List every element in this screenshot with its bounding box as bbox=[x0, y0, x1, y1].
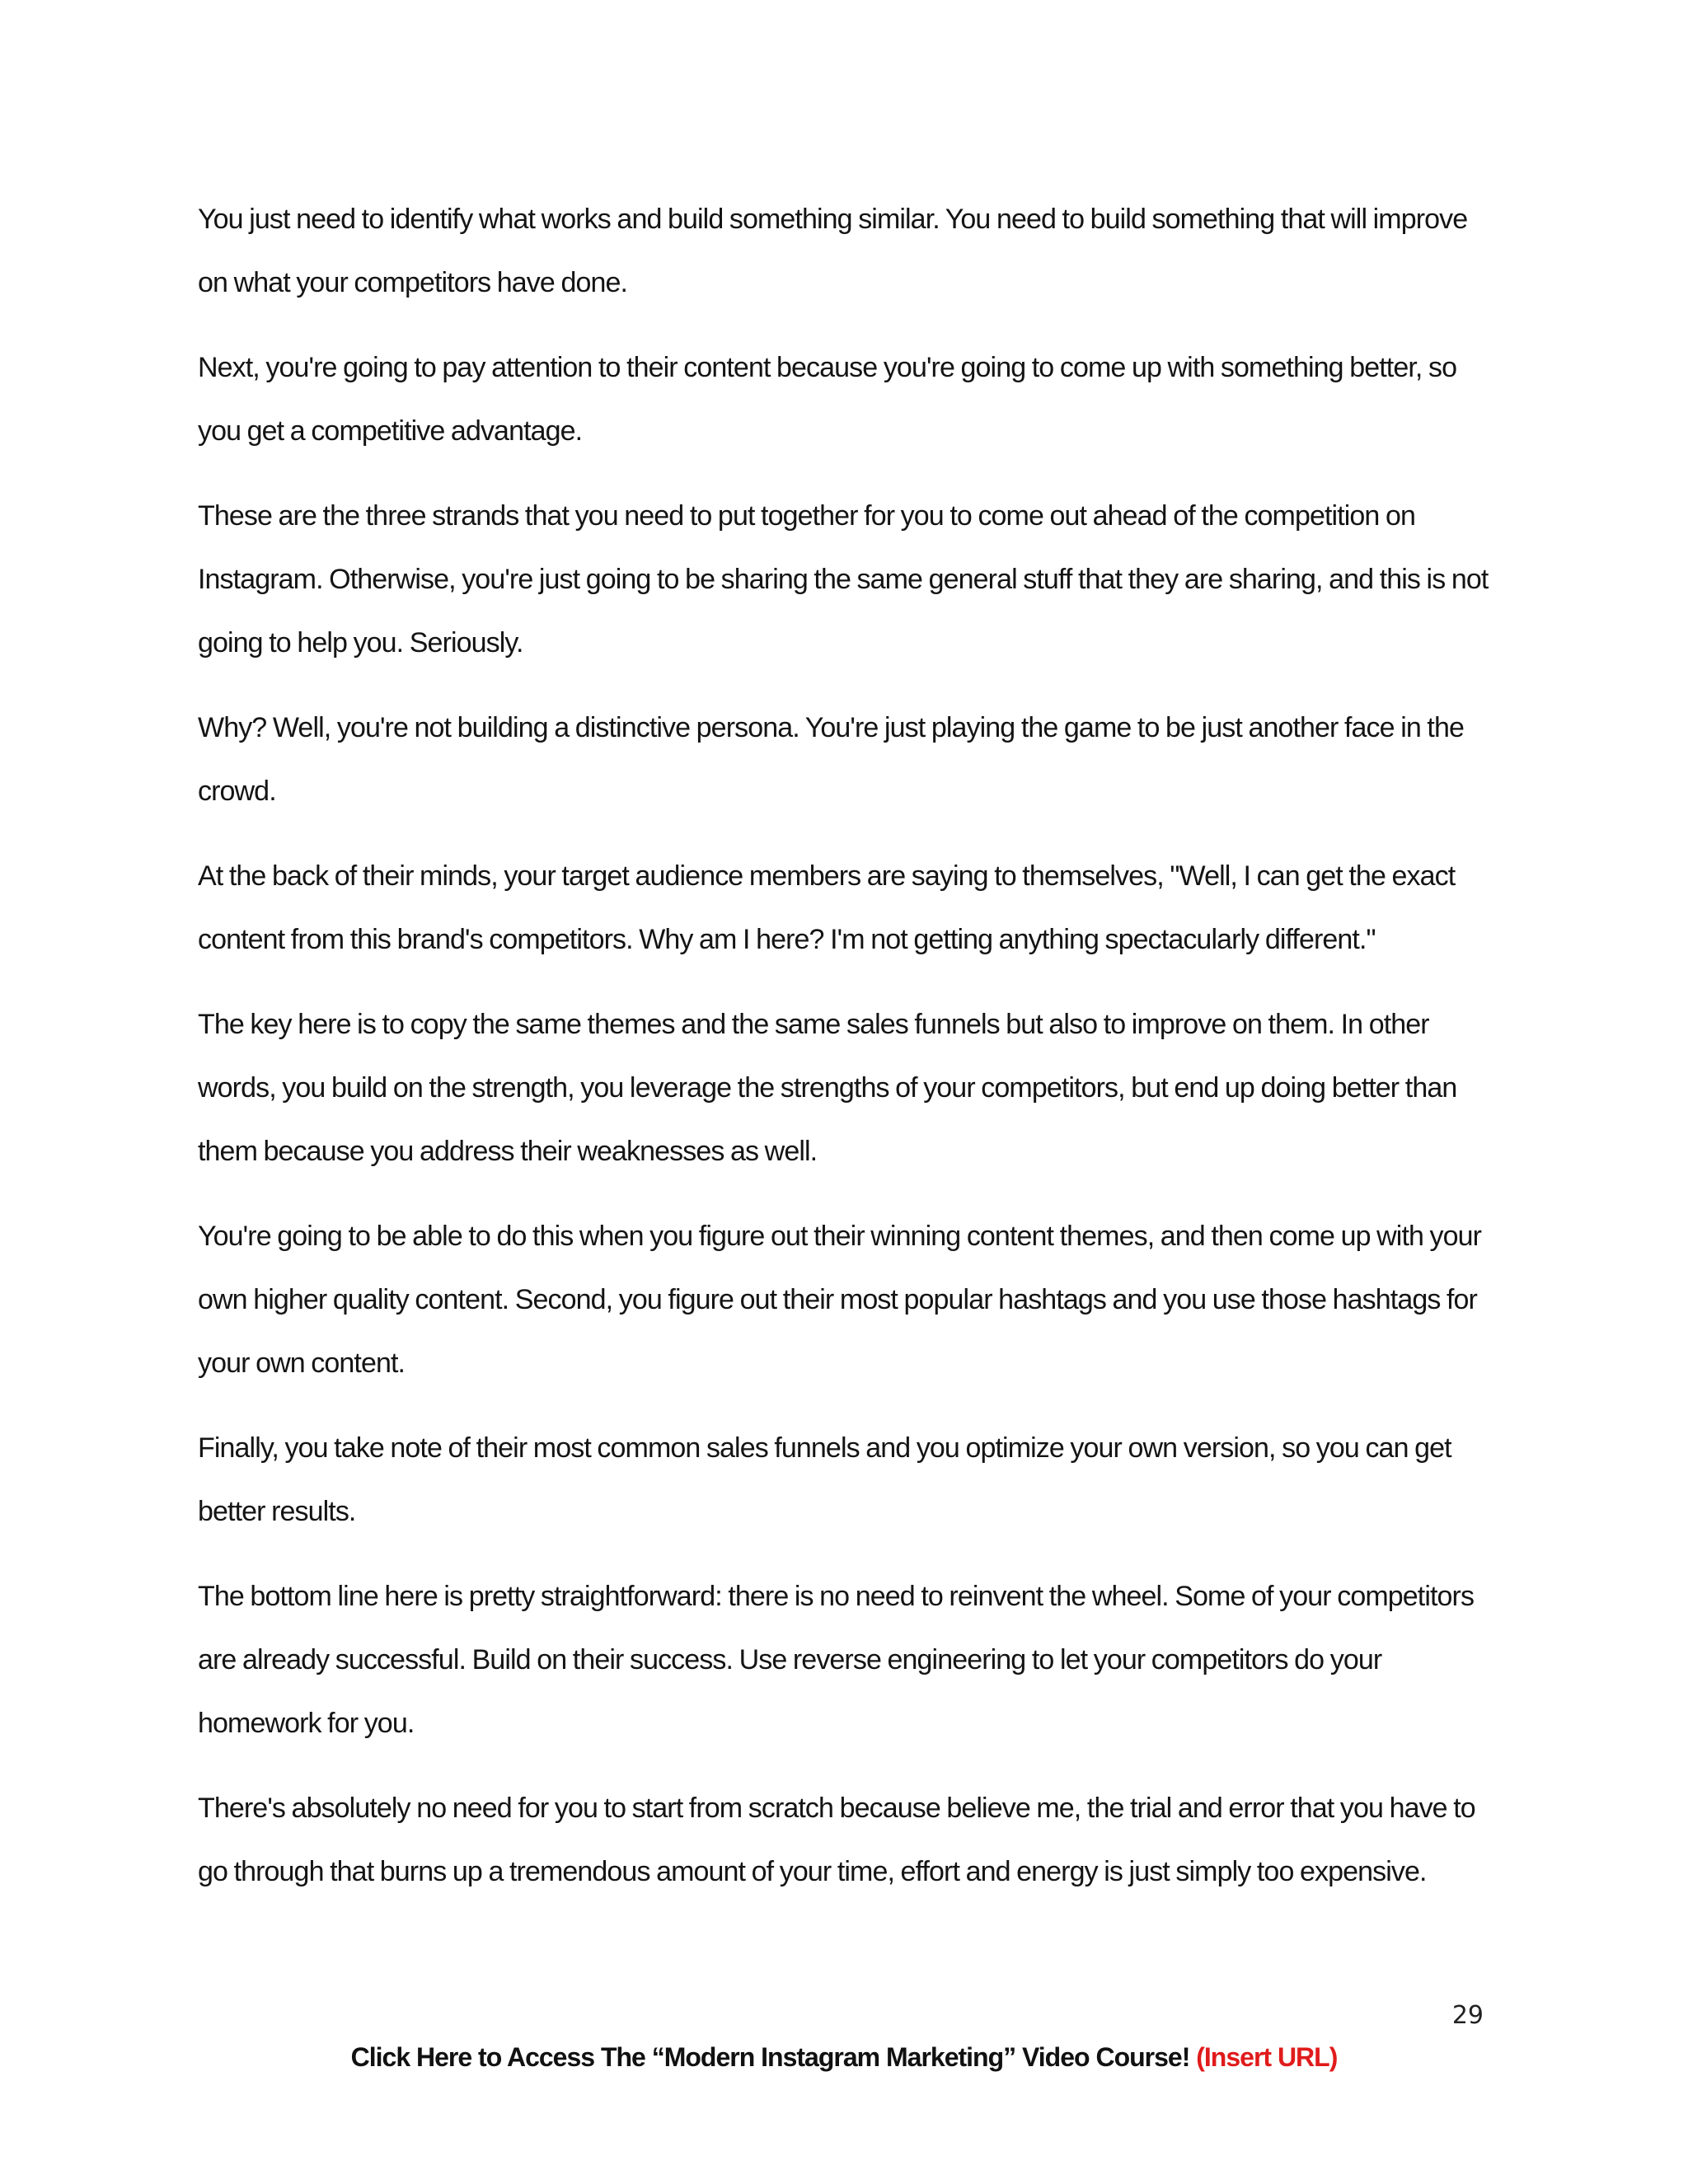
paragraph: These are the three strands that you need to put together for you to come out ahead of the competition on Instagram. Otherwise, you're just going to be sharing the same general stuff that they are sharing, and this is not going to help you. Seriously. bbox=[198, 500, 1489, 658]
course-access-link[interactable] bbox=[351, 2042, 1338, 2072]
paragraph: At the back of their minds, your target audience members are saying to themselves, "Well, I can get the exact content from this brand's competitors. Why am I here? I'm not getting anything spectacularly different." bbox=[198, 860, 1456, 955]
insert-url-text: (Insert URL) bbox=[1196, 2042, 1338, 2072]
paragraph: Why? Well, you're not building a distinctive persona. You're just playing the game to be just another face in the crowd. bbox=[198, 712, 1464, 807]
paragraph: You just need to identify what works and build something similar. You need to build something that will improve on what your competitors have done. bbox=[198, 204, 1468, 298]
course-link-text: Click Here to Access The “Modern Instagram Marketing” Video Course! bbox=[350, 2042, 1190, 2072]
paragraph: You're going to be able to do this when you figure out their winning content themes, and then come up with your own higher quality content. Second, you figure out their most popular hashtags and you use those hashtags for your own content. bbox=[198, 1221, 1482, 1379]
page-number: 29 bbox=[1451, 2001, 1484, 2030]
footer bbox=[0, 2042, 1688, 2073]
paragraph: Finally, you take note of their most common sales funnels and you optimize your own version, so you can get better results. bbox=[198, 1432, 1451, 1527]
paragraph: The bottom line here is pretty straightforward: there is no need to reinvent the wheel. Some of your competitors are already successful. Build on their success. Use reverse engineering to let your competitors do your homework for you. bbox=[198, 1581, 1475, 1739]
body-text bbox=[198, 188, 1500, 1925]
paragraph: The key here is to copy the same themes and the same sales funnels but also to improve on them. In other words, you build on the strength, you leverage the strengths of your competitors, but end up doing better than them because you address their weaknesses as well. bbox=[198, 1009, 1457, 1167]
paragraph: Next, you're going to pay attention to their content because you're going to come up with something better, so you get a competitive advantage. bbox=[198, 352, 1457, 447]
paragraph: There's absolutely no need for you to start from scratch because believe me, the trial and error that you have to go through that burns up a tremendous amount of your time, effort and energy is just simply too expensive. bbox=[198, 1793, 1475, 1887]
